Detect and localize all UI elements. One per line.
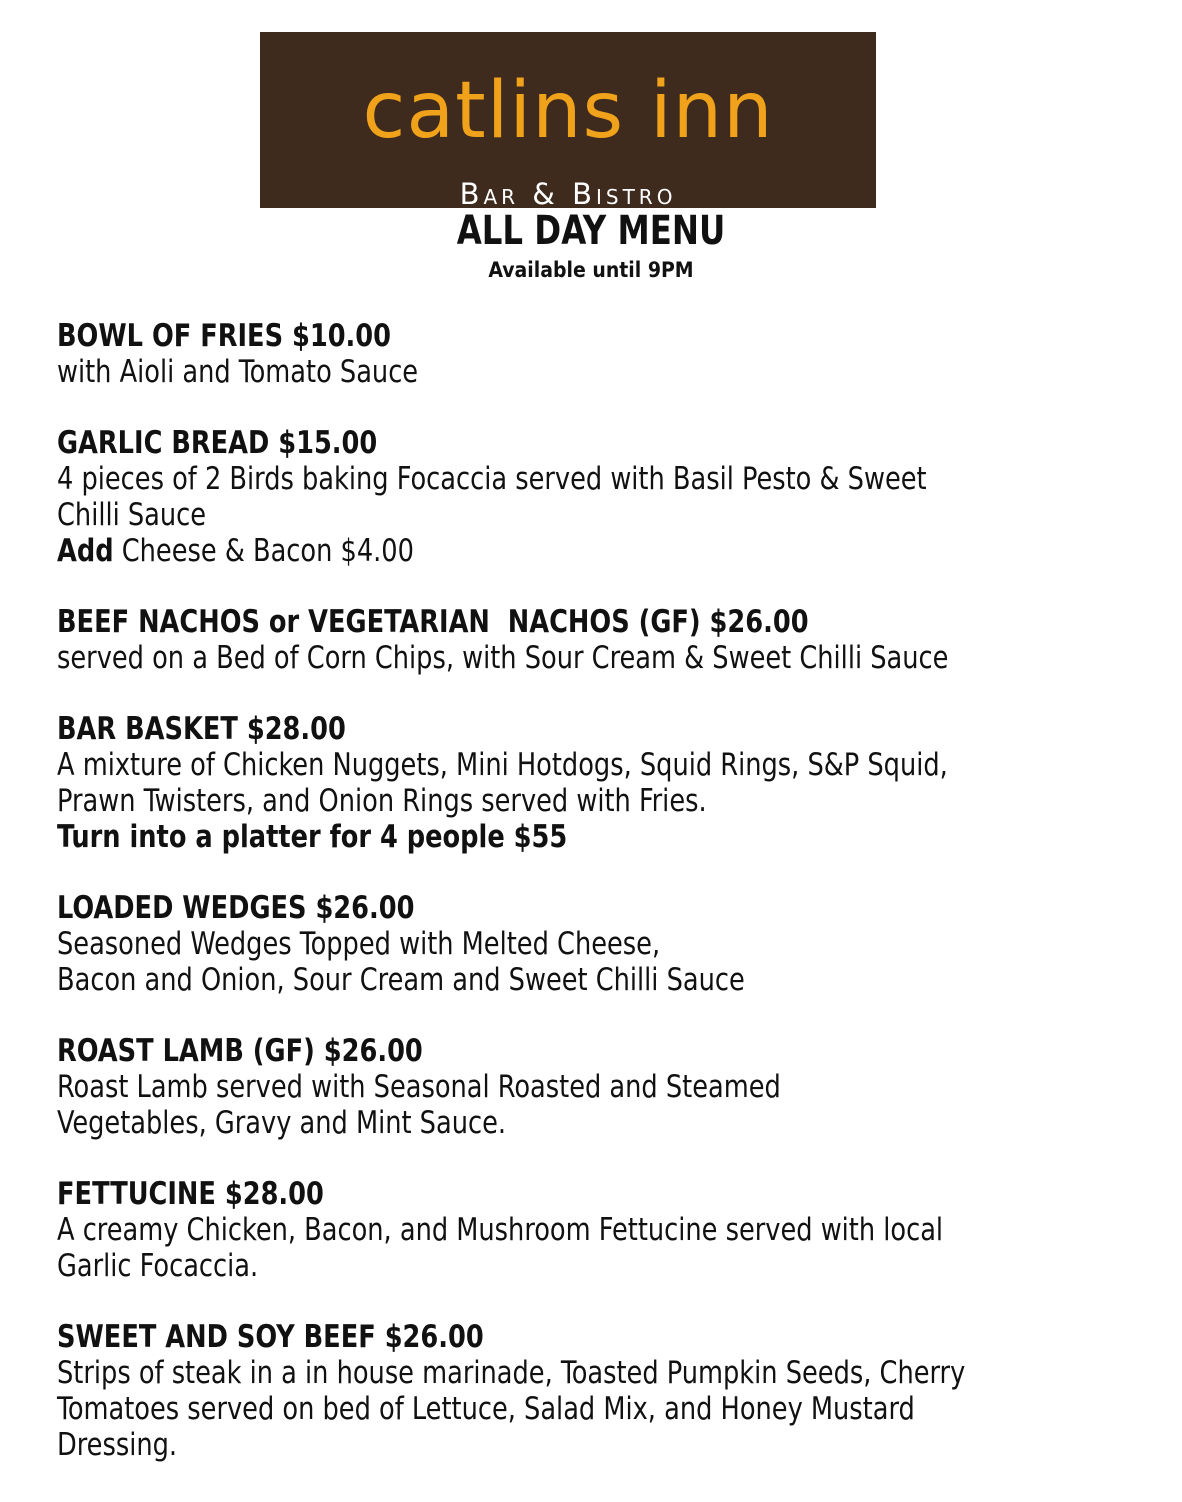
- addon-text: Cheese & Bacon $4.00: [113, 533, 414, 569]
- menu-item-description: 4 pieces of 2 Birds baking Focaccia served with Basil Pesto & Sweet: [57, 461, 927, 497]
- menu-item-title: GARLIC BREAD $15.00: [57, 425, 378, 461]
- menu-item-title: BAR BASKET $28.00: [57, 711, 346, 747]
- menu-item-bar-basket: [57, 711, 1147, 855]
- menu-item-description: A creamy Chicken, Bacon, and Mushroom Fettucine served with local: [57, 1212, 944, 1248]
- menu-item-description: Roast Lamb served with Seasonal Roasted and Steamed: [57, 1069, 781, 1105]
- menu-item-garlic-bread: [57, 425, 1147, 569]
- menu-item-title: ROAST LAMB (GF) $26.00: [57, 1033, 423, 1069]
- menu-item-description: served on a Bed of Corn Chips, with Sour Cream & Sweet Chilli Sauce: [57, 640, 949, 676]
- menu-item-description: Dressing.: [57, 1427, 178, 1463]
- menu-item-platter-offer: Turn into a platter for 4 people $55: [57, 819, 568, 855]
- menu-item-loaded-wedges: [57, 890, 1147, 998]
- menu-item-fettucine: [57, 1176, 1147, 1284]
- menu-item-description: Prawn Twisters, and Onion Rings served with Fries.: [57, 783, 707, 819]
- menu-item-description: Vegetables, Gravy and Mint Sauce.: [57, 1105, 507, 1141]
- logo-name: catlins inn: [362, 66, 774, 156]
- menu-item-title: BOWL OF FRIES $10.00: [57, 318, 392, 354]
- addon-label: Add: [57, 533, 114, 569]
- menu-item-title: SWEET AND SOY BEEF $26.00: [57, 1319, 484, 1355]
- menu-item-roast-lamb: [57, 1033, 1147, 1141]
- menu-items: [57, 318, 1147, 1498]
- menu-item-description: with Aioli and Tomato Sauce: [57, 354, 419, 390]
- menu-item-description: A mixture of Chicken Nuggets, Mini Hotdogs, Squid Rings, S&P Squid,: [57, 747, 948, 783]
- menu-item-description: Garlic Focaccia.: [57, 1248, 259, 1284]
- menu-item-title: BEEF NACHOS or VEGETARIAN NACHOS (GF) $26.00: [57, 604, 809, 640]
- logo-subtitle: Bar & Bistro: [459, 177, 677, 211]
- menu-item-sweet-and-soy-beef: [57, 1319, 1147, 1463]
- menu-item-title: LOADED WEDGES $26.00: [57, 890, 415, 926]
- page-title: ALL DAY MENU: [456, 208, 726, 254]
- menu-item-description: Chilli Sauce: [57, 497, 207, 533]
- menu-item-nachos: [57, 604, 1147, 676]
- menu-item-addon: [57, 533, 1060, 569]
- menu-item-description: Bacon and Onion, Sour Cream and Sweet Chilli Sauce: [57, 962, 745, 998]
- menu-item-description: Tomatoes served on bed of Lettuce, Salad Mix, and Honey Mustard: [57, 1391, 915, 1427]
- menu-item-bowl-of-fries: [57, 318, 1147, 390]
- menu-item-title: FETTUCINE $28.00: [57, 1176, 324, 1212]
- menu-item-description: Strips of steak in a in house marinade, Toasted Pumpkin Seeds, Cherry: [57, 1355, 966, 1391]
- menu-item-description: Seasoned Wedges Topped with Melted Cheese,: [57, 926, 661, 962]
- logo: [260, 32, 876, 211]
- page-subtitle: Available until 9PM: [488, 258, 694, 282]
